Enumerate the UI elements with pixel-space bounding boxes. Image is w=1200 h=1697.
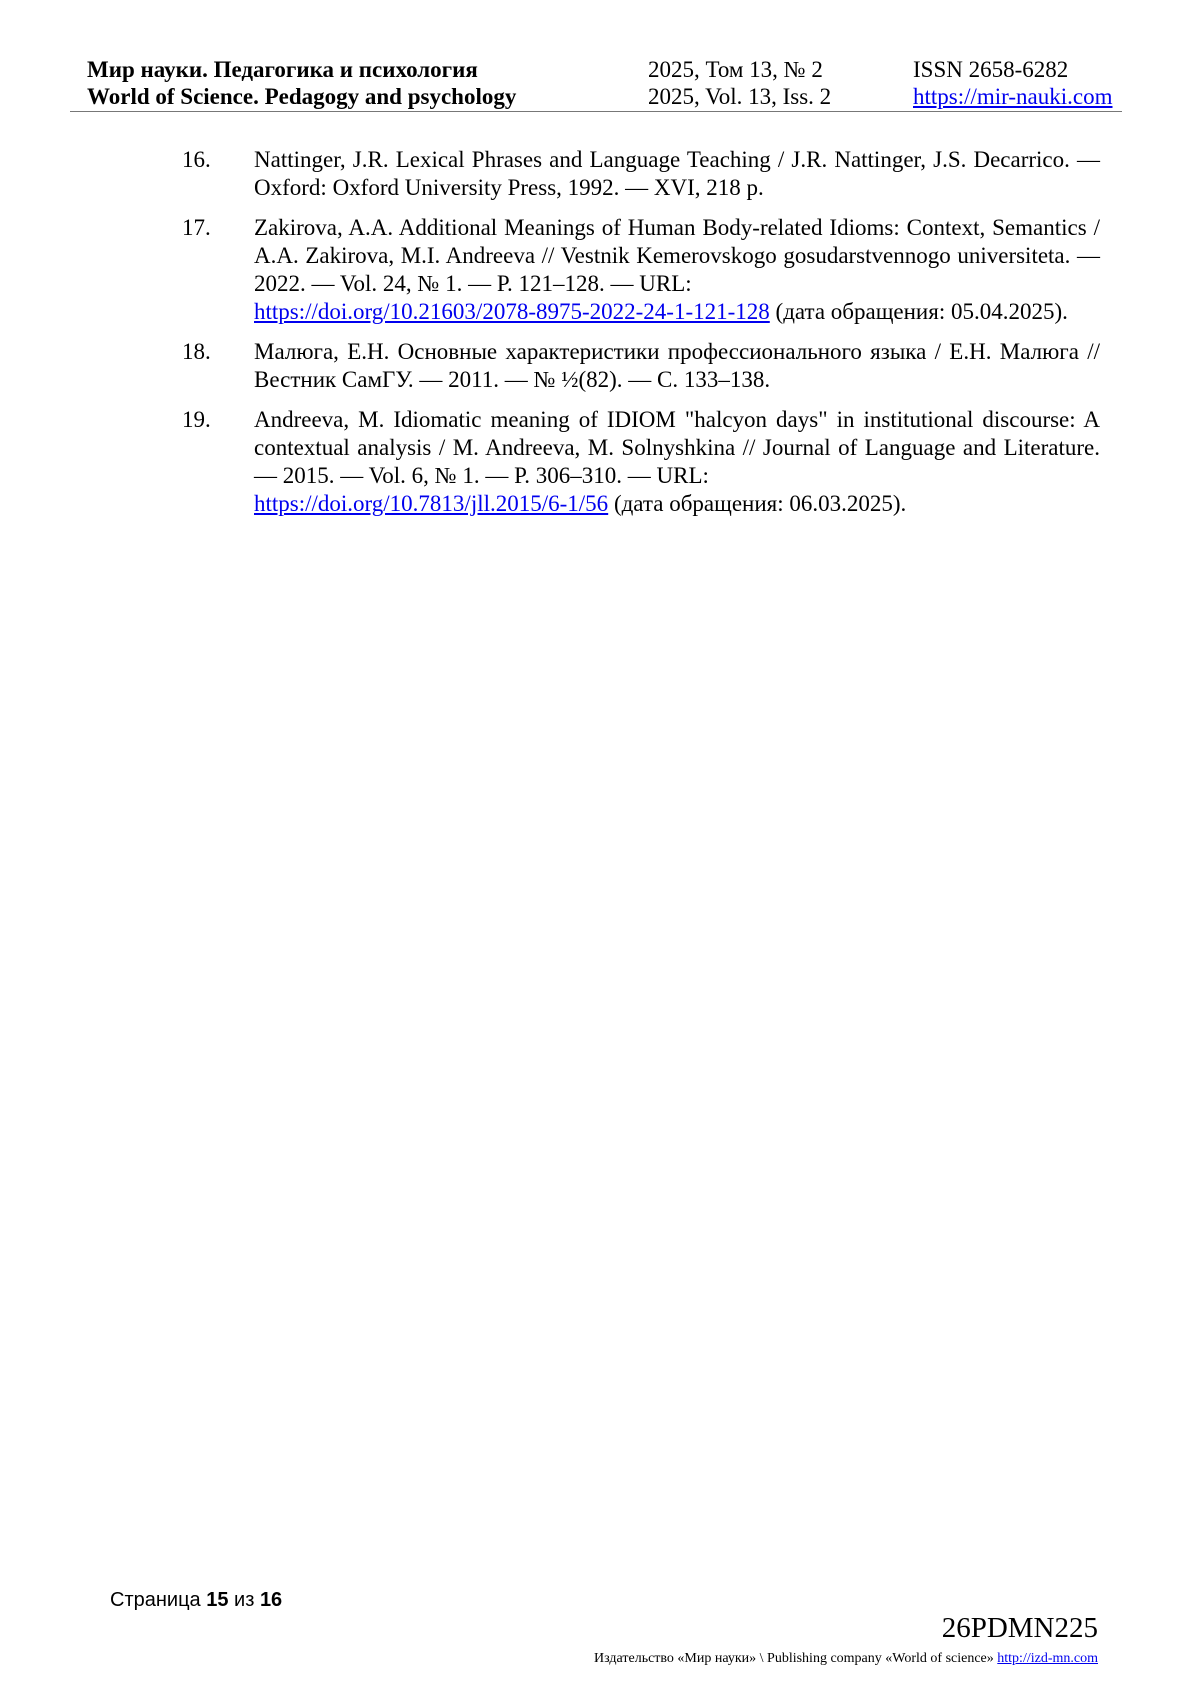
journal-title-en: World of Science. Pedagogy and psychology — [87, 84, 517, 109]
reference-doi-link[interactable]: https://doi.org/10.7813/jll.2015/6-1/56 — [254, 491, 609, 516]
issn-number: ISSN 2658-6282 — [913, 57, 1069, 82]
journal-title-block — [87, 56, 516, 110]
reference-text: Zakirova, A.A. Additional Meanings of Human Body-related Idioms: Context, Semantics / A.A. Zakirova, M.I. Andreeva // Vestnik Kemerovskogo gosudarstvennogo universiteta. — 2022. — Vol. 24, № 1. — P. 121–128. — URL: — [254, 215, 1100, 296]
publisher-link[interactable]: http://izd-mn.com — [997, 1651, 1098, 1666]
issue-info-en: 2025, Vol. 13, Iss. 2 — [648, 84, 832, 109]
journal-site-link[interactable]: https://mir-nauki.com — [913, 84, 1113, 109]
journal-header — [70, 56, 1122, 112]
reference-item — [182, 338, 1100, 394]
article-code: 26PDMN225 — [941, 1612, 1098, 1644]
reference-number: 19. — [182, 407, 211, 432]
reference-item — [182, 406, 1100, 518]
reference-list — [182, 146, 1100, 530]
publisher-text: Издательство «Мир науки» \ Publishing company «World of science» — [594, 1651, 998, 1666]
issue-info-ru: 2025, Том 13, № 2 — [648, 57, 823, 82]
reference-access-date: (дата обращения: 06.03.2025). — [608, 491, 907, 516]
page-word: Страница — [110, 1589, 201, 1611]
reference-text: Малюга, Е.Н. Основные характеристики профессионального языка / Е.Н. Малюга // Вестник СамГУ. — 2011. — № ½(82). — С. 133–138. — [254, 339, 1100, 392]
reference-number: 16. — [182, 147, 211, 172]
reference-item — [182, 146, 1100, 202]
reference-text: Andreeva, M. Idiomatic meaning of IDIOM "halcyon days" in institutional discourse: A contextual analysis / M. Andreeva, M. Solnyshkina // Journal of Language and Literature. — 2015. — Vol. 6, № 1. — P. 306–310. — URL: — [254, 407, 1100, 488]
header-divider — [70, 111, 1122, 112]
publisher-line — [594, 1651, 1098, 1667]
reference-access-date: (дата обращения: 05.04.2025). — [769, 299, 1068, 324]
page-total: 16 — [259, 1589, 283, 1611]
reference-number: 17. — [182, 215, 211, 240]
issn-block — [913, 56, 1113, 110]
reference-text: Nattinger, J.R. Lexical Phrases and Language Teaching / J.R. Nattinger, J.S. Decarrico. — Oxford: Oxford University Press, 1992. — XVI, 218 p. — [254, 147, 1100, 200]
reference-number: 18. — [182, 339, 211, 364]
journal-title-ru: Мир науки. Педагогика и психология — [87, 57, 478, 82]
reference-doi-link[interactable]: https://doi.org/10.21603/2078-8975-2022-24-1-121-128 — [254, 299, 770, 324]
page-of-word: из — [234, 1589, 255, 1611]
issue-info-block — [648, 56, 831, 110]
page-current: 15 — [206, 1589, 229, 1611]
page-number — [110, 1589, 282, 1612]
reference-item — [182, 214, 1100, 326]
